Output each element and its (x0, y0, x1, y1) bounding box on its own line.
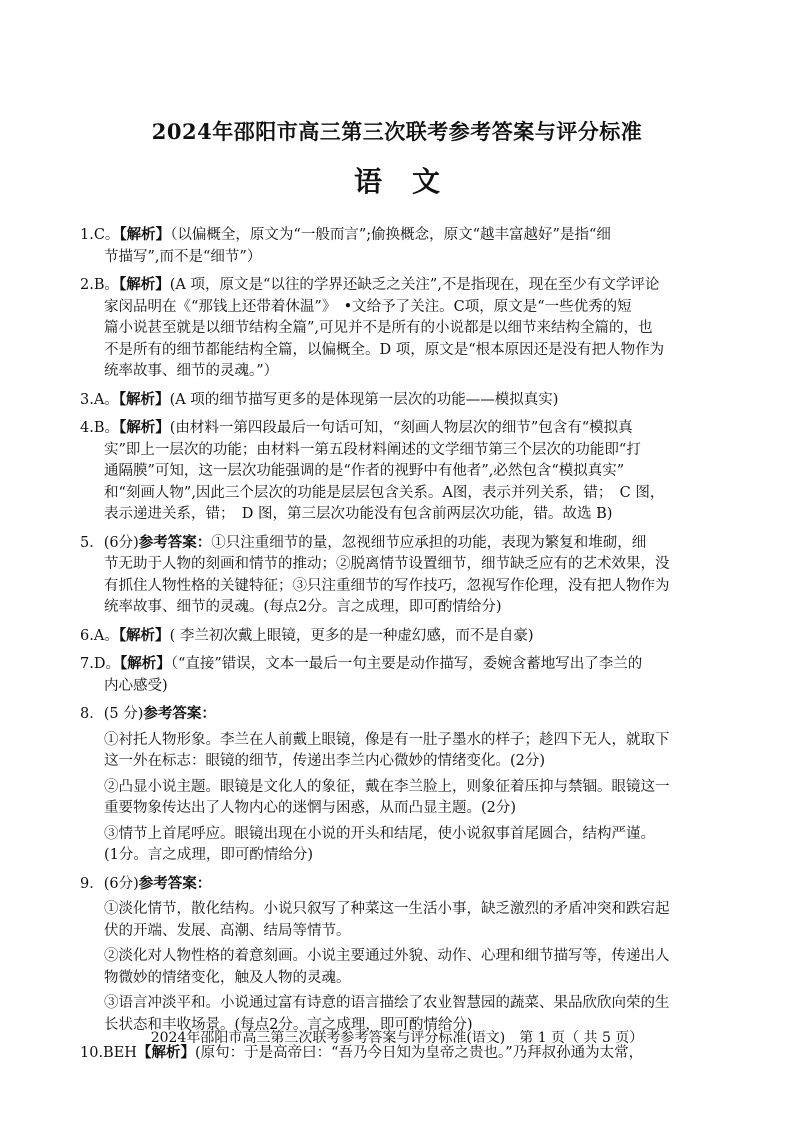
answer-tag: 参考答案： (138, 533, 212, 551)
answer-first-line (80, 703, 710, 726)
answer-point-line: (1分。言之成理，即可酌情给分) (104, 847, 314, 863)
answer-text: ①只注重细节的量，忽视细节应承担的功能，表现为繁复和堆砌，细 (211, 534, 647, 551)
page-footer: 2024年邵阳市高三第三次联考参考答案与评分标准(语文) 第 1 页（ 共 5 页） (150, 1030, 644, 1046)
answer-first-line (80, 389, 710, 412)
answer-list (80, 224, 710, 1071)
answer-text-line: 通隔膜”可知，这一层次功能强调的是“作者的视野中有他者”,必然包含“模拟真实” (104, 463, 625, 479)
answer-number: 10.BEH (80, 1045, 137, 1061)
answer-tag: 【解析】 (118, 390, 170, 408)
answer-tag: 参考答案： (143, 705, 216, 722)
answer-point-line: 这一外在标志：眼镜的细节，传递出李兰内心微妙的情绪变化。(2分) (104, 753, 546, 769)
answer-text-line: 不是所有的细节都能结构全篇，以偏概全。D 项，原文是“根本原因还是没有把人物作为 (104, 341, 665, 358)
answer-number: 7.D。 (80, 656, 120, 672)
answer-point-line: 长状态和丰收场景。(每点2分。言之成理，即可酌情给分) (104, 1016, 473, 1033)
answer-point-line: 伏的开端、发展、高潮、结局等情节。 (104, 922, 351, 939)
answer-point (80, 730, 710, 773)
answer-text-line: 篇小说甚至就是以细节结构全篇”,可见并不是所有的小说都是以细节来结构全篇的，也 (104, 320, 653, 336)
answer-text-line: 内心感受) (104, 677, 168, 694)
answer-point-line: ③情节上首尾呼应。眼镜出现在小说的开头和结尾，使小说叙事首尾圆合，结构严谨。 (104, 825, 655, 842)
answer-first-line (80, 274, 710, 297)
answer-tag: 【解析】 (119, 226, 171, 243)
answer-number: 3.A。 (80, 391, 119, 408)
answer-number: 1.C。 (80, 227, 120, 243)
answer-point-line: ③语言冲淡平和。小说通过富有诗意的语言描绘了农业智慧园的蔬菜、果品欣欣向荣的生 (104, 995, 670, 1011)
answer-first-line (80, 532, 710, 555)
answer-first-line (80, 873, 710, 896)
answer-text-line: 有抓住人物性格的关键特征；③只注重细节的写作技巧，忽视写作伦理，没有把人物作为 (104, 577, 670, 594)
answer-item (80, 417, 710, 526)
answer-text-line: 表示递进关系，错； D 图，第三层次功能没有包含前两层次功能，错。故选 B) (104, 506, 613, 522)
answer-tag: 【解析】 (119, 276, 170, 293)
answer-number: 2.B。 (80, 277, 119, 293)
answer-point-line: ②淡化对人物性格的着意刻画。小说主要通过外貌、动作、心理和细节描写等，传递出人 (104, 948, 670, 964)
answer-tag: 【解析】 (119, 655, 171, 672)
answer-point (80, 899, 710, 942)
answer-first-line (80, 224, 710, 247)
answer-text-line: 实”即上一层次的功能；由材料一第五段材料阐述的文学细节第三个层次的功能即“打 (104, 441, 641, 458)
answer-first-line (80, 625, 710, 648)
answer-item (80, 224, 710, 268)
answer-point (80, 824, 710, 867)
answer-tag: 【解析】 (118, 626, 170, 644)
answer-text-line: 节描写”,而不是“细节”） (104, 248, 262, 265)
answer-number: 9．(6分) (80, 875, 139, 892)
answer-point-line: ①淡化情节，散化结构。小说只叙写了种菜这一生活小事，缺乏激烈的矛盾冲突和跌宕起 (104, 901, 670, 917)
answer-item (80, 532, 710, 619)
answer-first-line (80, 417, 710, 440)
answer-point-line: ②凸显小说主题。眼镜是文化人的象征，戴在李兰脸上，则象征着压抑与禁锢。眼镜这一 (104, 778, 670, 795)
answer-number: 8．(5 分) (80, 706, 144, 722)
answer-item (80, 389, 710, 412)
answer-text: (A 项的细节描写更多的是体现第一层次的功能——模拟真实) (169, 391, 559, 408)
answer-item (80, 873, 710, 1037)
answer-number: 6.A。 (80, 627, 119, 644)
answer-item (80, 274, 710, 383)
answer-point-line: ①衬托人物形象。李兰在人前戴上眼镜，像是有一肚子墨水的样子；趁四下无人，就取下 (104, 731, 670, 748)
answer-text-line: 统率故事、细节的灵魂。”） (104, 363, 279, 379)
answer-item (80, 703, 710, 867)
answer-number: 5．(6分) (80, 534, 139, 551)
answer-number: 4.B。 (80, 420, 119, 436)
answer-tag: 参考答案： (138, 874, 212, 892)
answer-point-line: 物微妙的情绪变化，触及人物的灵魂。 (104, 969, 351, 986)
document-title: 2024年邵阳市高三第三次联考参考答案与评分标准 (151, 119, 643, 144)
answer-first-line (80, 653, 710, 676)
answer-text: (由材料一第四段最后一句话可知，“刻画人物层次的细节”包含有“模拟真 (169, 420, 633, 436)
answer-tag: 【解析】 (136, 1044, 195, 1061)
answer-tag: 【解析】 (119, 419, 170, 436)
answer-text-line: 节无助于人物的刻画和情节的推动；②脱离情节设置细节，细节缺乏应有的艺术效果，没 (104, 556, 670, 572)
answer-point-line: 重要物象传达出了人物内心的迷惘与困惑，从而凸显主题。(2分) (104, 800, 517, 816)
answer-text-line: 家闵品明在《“那钱上还带着休温”》 •文给予了关注。C项，原文是“一些优秀的短 (104, 298, 632, 315)
answer-text: ( 李兰初次戴上眼镜，更多的是一种虚幻感，而不是自豪) (169, 627, 534, 644)
answer-item (80, 625, 710, 648)
answer-text-line: 统率故事、细节的灵魂。(每点2分。言之成理，即可酌情给分) (104, 599, 502, 615)
answer-text: (原句：于是高帝曰：“吾乃今日知为皇帝之贵也。”乃拜叔孙通为太常， (194, 1045, 644, 1061)
answer-text: （以偏概全，原文为“一般而言”;偷换概念，原文“越丰富越好”是指“细 (170, 227, 611, 243)
answer-point (80, 946, 710, 989)
answer-text: （“直接”错误，文本一最后一句主要是动作描写，委婉含蓄地写出了李兰的 (170, 656, 643, 672)
answer-point (80, 777, 710, 820)
subject-heading: 语文 (353, 165, 470, 198)
answer-text-line: 和“刻画人物”,因此三个层次的功能是层层包含关系。A图，表示并列关系，错； C 图， (104, 484, 665, 501)
answer-text: (A 项，原文是“以往的学界还缺乏之关注”,不是指现在，现在至少有文学评论 (169, 277, 660, 293)
answer-item (80, 653, 710, 697)
